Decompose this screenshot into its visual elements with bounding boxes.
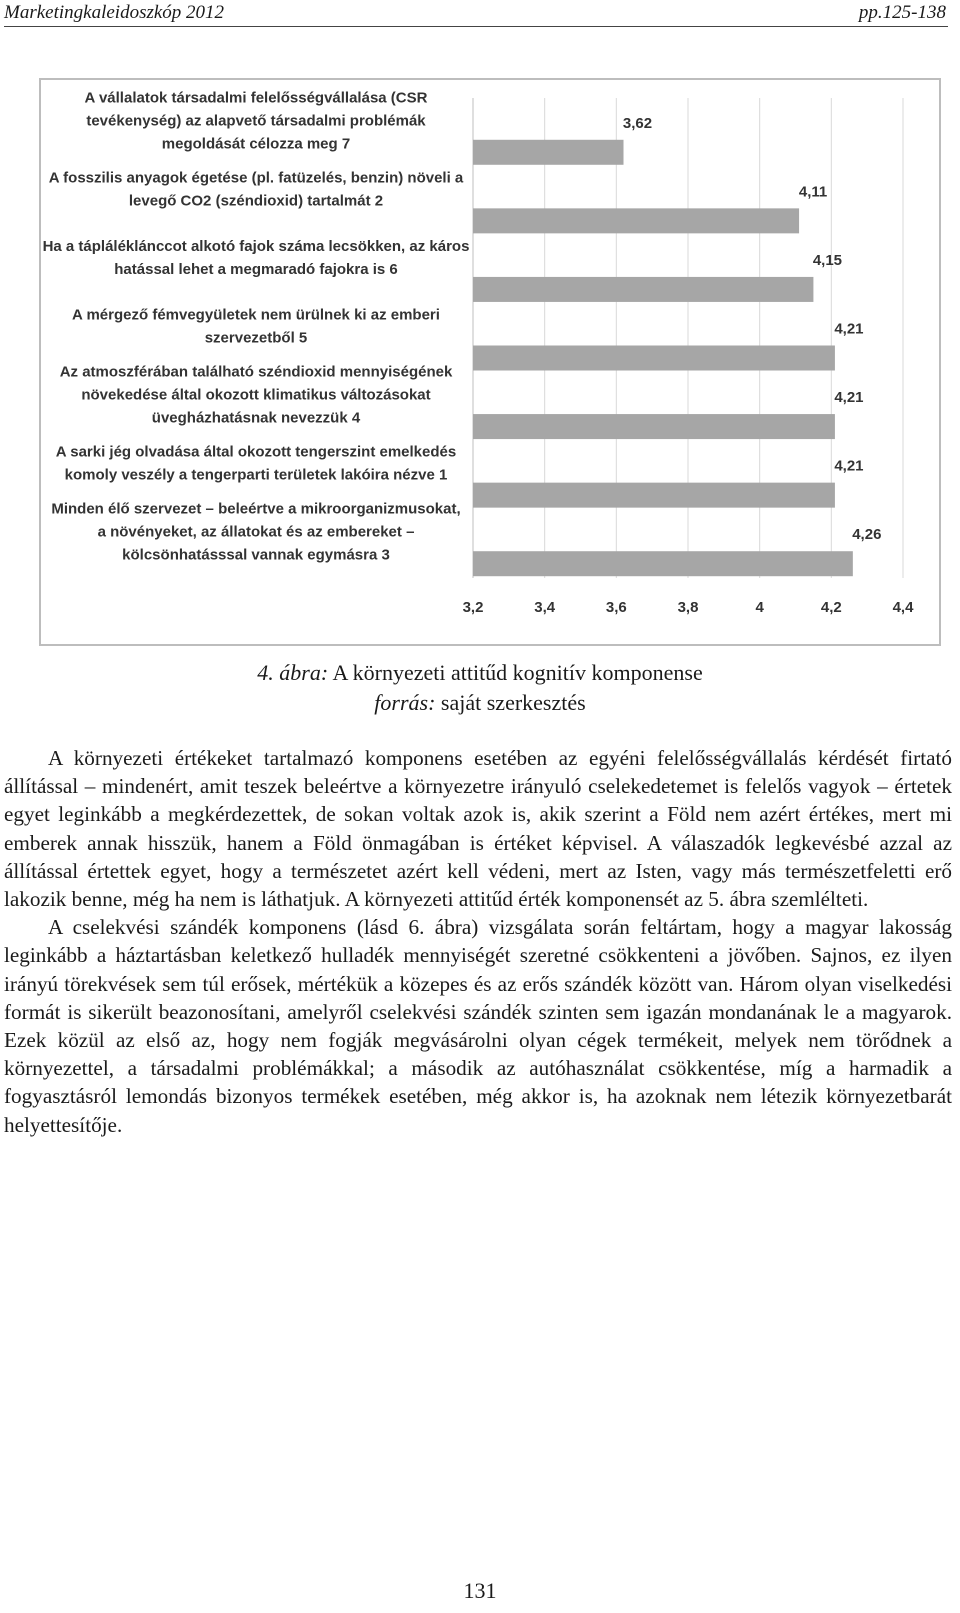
x-tick-label: 3,6: [605, 599, 627, 616]
bar-value-label: 3,62: [622, 114, 653, 132]
bar: [473, 414, 835, 439]
bar: [473, 551, 853, 576]
x-tick-label: 4,2: [820, 599, 842, 616]
bar-value-label: 4,11: [798, 183, 828, 201]
figure-source: [0, 690, 960, 716]
bar-value-label: 4,26: [852, 526, 882, 544]
bar: [473, 140, 624, 165]
bar-value-label: 4,21: [834, 320, 864, 338]
category-label: A mérgező fémvegyületek nem ürülnek ki az emberi szervezetből 5: [72, 306, 440, 347]
bar-chart: [39, 78, 941, 646]
x-tick-label: 4: [755, 599, 764, 616]
figure-caption: [0, 660, 960, 686]
x-tick-label: 3,2: [462, 599, 484, 616]
category-label: Az atmoszférában található széndioxid mennyiségének növekedése által okozott klimatikus változásokat üvegházhatásnak nevezzük 4: [59, 363, 453, 427]
category-label: A fosszilis anyagok égetése (pl. fatüzelés, benzin) növeli a levegő CO2 (széndioxid) tartalmát 2: [48, 169, 464, 210]
x-tick-label: 3,4: [534, 599, 556, 616]
bar: [473, 483, 835, 508]
source-text: saját szerkesztés: [440, 690, 586, 715]
chart-canvas: [41, 80, 939, 644]
category-label: Minden élő szervezet – beleértve a mikroorganizmusokat, a növényeket, az állatokat és az embereket – kölcsönhatásssal vannak egymásra 3: [51, 500, 461, 564]
bar-value-label: 4,15: [812, 251, 843, 269]
header-divider: [4, 26, 948, 27]
paragraph-2: A cselekvési szándék komponens (lásd 6. ábra) vizsgálata során feltártam, hogy a magyar lakosság leginkább a háztartásban keletkező hulladék mennyiségét szeretné csökkenteni a jövőben. Sajnos, ez ilyen irányú törekvések sem túl erősek, mértékük a közepes és az erős szándék között van. Három olyan viselkedési formát is sikerült beazonosítani, amelyről cselekvési szándék szinten sem igazán mondanának le a magyarok. Ezek közül az első az, hogy nem fogják megvásárolni olyan cégek termékeit, melyek nem törődnek a környezettel, a társadalmi problémákkal; a második az autóhasználat csökkentése, míg a harmadik a fogyasztásról lemondás bizonyos termékek esetében, még akkor is, ha azoknak nem létezik környezetbarát helyettesítője.: [4, 915, 952, 1137]
figure-title: A környezeti attitűd kognitív komponense: [332, 660, 703, 685]
bar: [473, 208, 799, 233]
bar-value-label: 4,21: [834, 389, 864, 407]
body-text: [4, 744, 952, 1139]
journal-title: Marketingkaleidoszkóp 2012: [4, 2, 225, 23]
category-label: A sarki jég olvadása által okozott tengerszint emelkedés komoly veszély a tengerparti területek lakóira nézve 1: [55, 443, 457, 484]
page-range: pp.125-138: [858, 2, 946, 23]
x-tick-label: 3,8: [677, 599, 699, 616]
category-label: Ha a tápláléklánccot alkotó fajok száma lecsökken, az káros hatással lehet a megmaradó fajokra is 6: [42, 237, 470, 278]
source-label: forrás:: [374, 690, 436, 715]
bar: [473, 277, 813, 302]
category-label: A vállalatok társadalmi felelősségvállalása (CSR tevékenység) az alapvető társadalmi problémák megoldását célozza meg 7: [84, 89, 428, 153]
figure-label: 4. ábra:: [257, 660, 329, 685]
page-number: 131: [463, 1578, 497, 1603]
paragraph-1: A környezeti értékeket tartalmazó komponens esetében az egyéni felelősségvállalás kérdését firtató állítással – mindenért, amit teszek beleértve a környezetre irányuló cselekedetemet is felelős vagyok – értetek egyet leginkább a megkérdezettek, de sokan voltak azok is, akik szerint a Föld nem azért értékes, mert mi emberek annak hisszük, hanem a Föld önmagában is értéket képvisel. A válaszadók legkevésbé azzal az állítással értettek egyet, hogy a természetet azért kell védeni, mert az Isten, vagy más természetfeletti erő lakozik benne, még ha nem is láthatjuk. A környezeti attitűd érték komponensét az 5. ábra szemlélteti.: [4, 746, 952, 912]
bar: [473, 346, 835, 371]
bar-value-label: 4,21: [834, 457, 864, 475]
x-tick-label: 4,4: [892, 599, 914, 616]
